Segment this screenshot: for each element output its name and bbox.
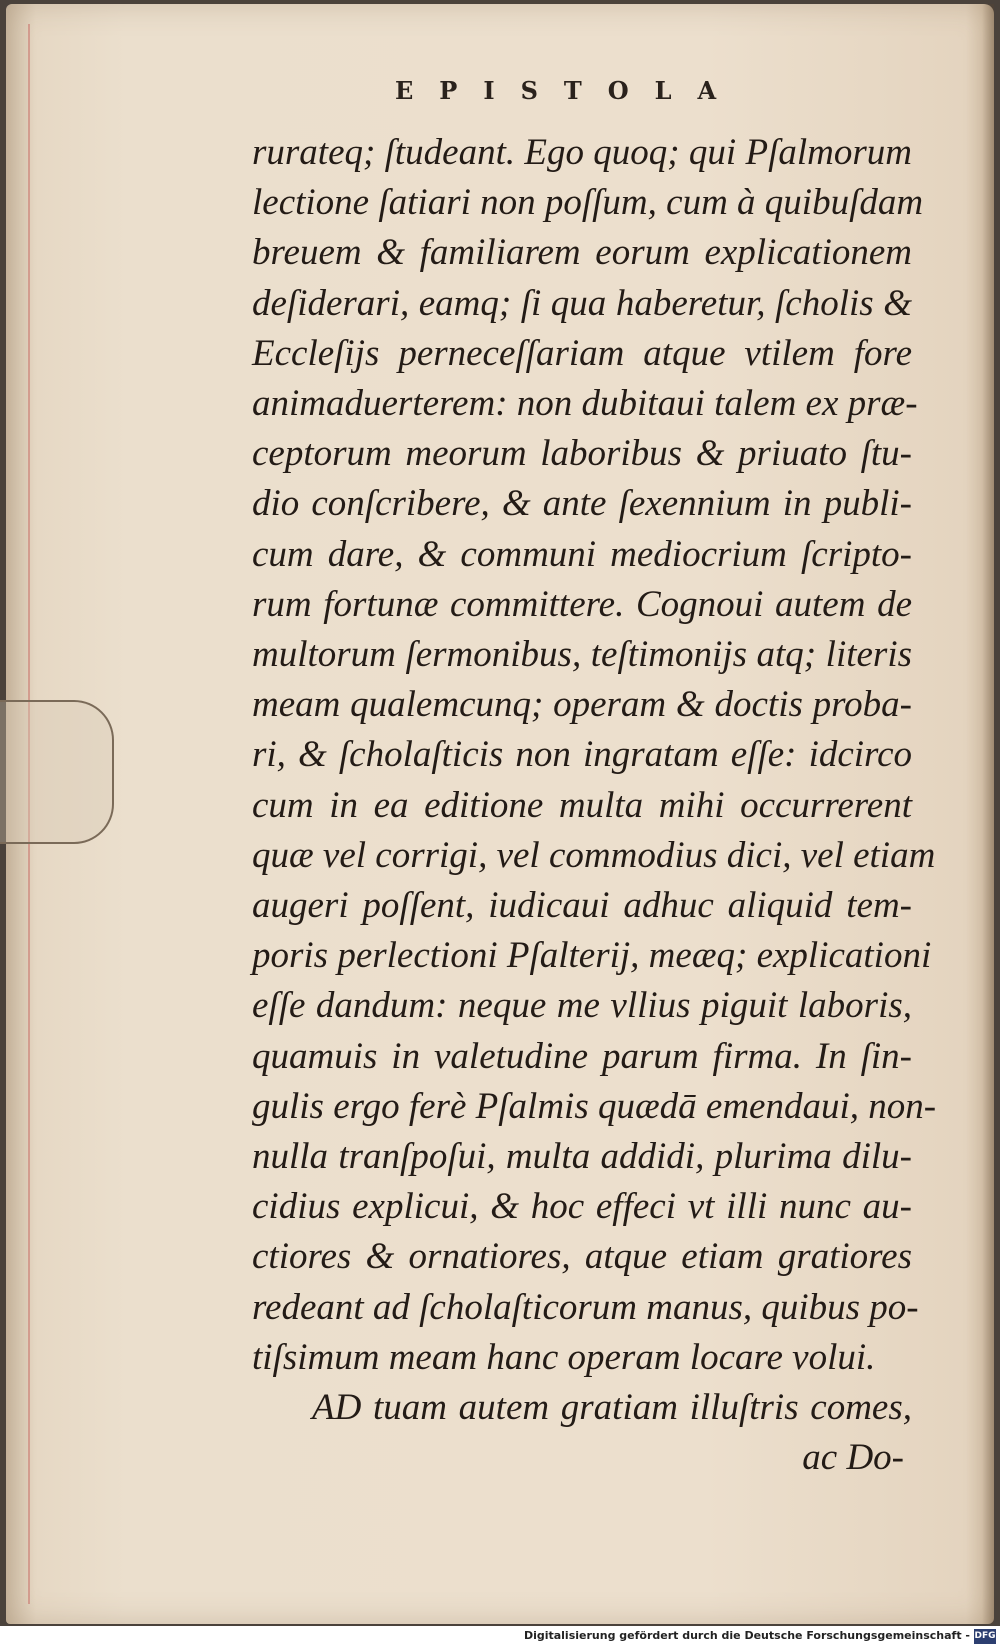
text-line: poris perlectioni Pſalterij, meæq; explicationi bbox=[252, 935, 932, 977]
text-line: gulis ergo ferè Pſalmis quædā emendaui, non- bbox=[252, 1085, 937, 1127]
text-line: cum in ea editione multa mihi occurrerent bbox=[252, 784, 912, 826]
text-line: ctiores & ornatiores, atque etiam gratiores bbox=[252, 1236, 912, 1278]
text-line: meam qualemcunq; operam & doctis proba- bbox=[252, 684, 912, 726]
page-edge-shadow bbox=[982, 4, 994, 1624]
text-line: rum fortunæ committere. Cognoui autem de bbox=[252, 583, 912, 625]
dfg-logo-icon: DFG bbox=[974, 1629, 996, 1644]
text-line: lectione ſatiari non poſſum, cum à quibuſdam bbox=[252, 182, 924, 224]
text-line: ceptorum meorum laboribus & priuato ſtu- bbox=[252, 433, 912, 475]
digitization-footer bbox=[0, 1626, 1000, 1649]
text-line: nulla tranſpoſui, multa addidi, plurima dilu- bbox=[252, 1136, 912, 1178]
funding-credit: Digitalisierung gefördert durch die Deutsche Forschungsgemeinschaft - bbox=[523, 1629, 970, 1642]
text-line: eſſe dandum: neque me vllius piguit laboris, bbox=[252, 985, 912, 1027]
paragraph-start-line: AD tuam autem gratiam illuſtris comes, bbox=[312, 1387, 912, 1429]
text-line: ri, & ſcholaſticis non ingratam eſſe: idcirco bbox=[252, 734, 912, 776]
text-line: breuem & familiarem eorum explicationem bbox=[252, 232, 912, 274]
text-line: Eccleſijs perneceſſariam atque vtilem fore bbox=[252, 332, 912, 374]
bookmark-strip bbox=[0, 700, 114, 844]
running-head: EPISTOLA bbox=[395, 76, 743, 105]
body-text bbox=[252, 128, 937, 1483]
text-line: quamuis in valetudine parum firma. In ſin- bbox=[252, 1035, 912, 1077]
text-line: rurateq; ſtudeant. Ego quoq; qui Pſalmorum bbox=[252, 132, 912, 173]
text-line: cidius explicui, & hoc effeci vt illi nunc au- bbox=[252, 1186, 912, 1228]
text-line: multorum ſermonibus, teſtimonijs atq; literis bbox=[252, 634, 912, 676]
text-line: deſiderari, eamq; ſi qua haberetur, ſcholis & bbox=[252, 282, 912, 324]
text-line: redeant ad ſcholaſticorum manus, quibus po- bbox=[252, 1286, 919, 1328]
text-line: cum dare, & communi mediocrium ſcripto- bbox=[252, 533, 912, 575]
text-line: augeri poſſent, iudicaui adhuc aliquid tem- bbox=[252, 885, 912, 927]
text-line: quæ vel corrigi, vel commodius dici, vel etiam bbox=[252, 834, 936, 876]
text-line: tiſsimum meam hanc operam locare volui. bbox=[252, 1336, 876, 1378]
text-line: dio conſcribere, & ante ſexennium in publi- bbox=[252, 483, 912, 525]
catchword: ac Do- bbox=[802, 1437, 904, 1479]
text-line: animaduerterem: non dubitaui talem ex præ- bbox=[252, 383, 918, 425]
